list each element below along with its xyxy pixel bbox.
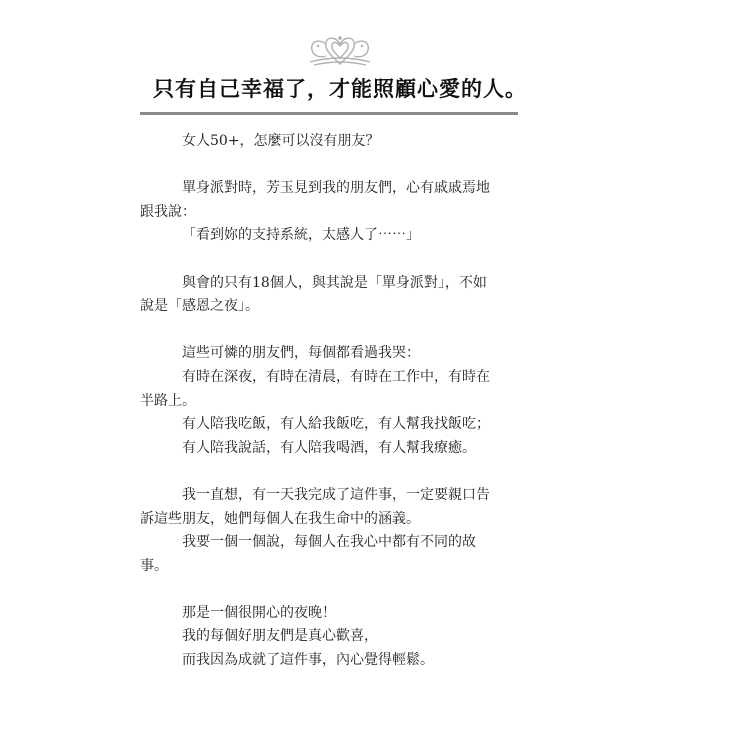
text-line: 與會的只有18個人，與其說是「單身派對」，不如 [182, 274, 487, 291]
text-line: 單身派對時，芳玉見到我的朋友們，心有戚戚焉地 [182, 180, 490, 197]
text-line: 女人50+，怎麼可以沒有朋友？ [182, 133, 380, 149]
text-line: 事。 [140, 557, 168, 574]
text-line: 這些可憐的朋友們，每個都看過我哭： [182, 345, 420, 362]
paragraph-gap [140, 460, 526, 484]
paragraph-gap [140, 578, 526, 602]
text-line: 有人陪我吃飯，有人給我飯吃，有人幫我找飯吃； [182, 416, 490, 433]
page-title: 只有自己幸福了，才能照顧心愛的人。 [153, 77, 527, 101]
paragraph-gap [140, 154, 526, 178]
text-line: 說是「感恩之夜」。 [140, 298, 259, 315]
paragraph-gap [140, 319, 526, 343]
text-line: 「看到妳的支持系統，太感人了⋯⋯」 [182, 227, 420, 244]
text-line: 我的每個好朋友們是真心歡喜， [182, 628, 378, 645]
text-line: 有人陪我說話，有人陪我喝酒，有人幫我療癒。 [182, 439, 476, 456]
text-line: 我要一個一個說，每個人在我心中都有不同的故 [182, 534, 476, 551]
text-line: 訴這些朋友，她們每個人在我生命中的涵義。 [140, 510, 420, 527]
crown-hearts-ornament-icon [304, 34, 376, 68]
text-line: 那是一個很開心的夜晚！ [182, 604, 336, 621]
body-text [140, 130, 526, 673]
text-line: 跟我說： [140, 203, 196, 220]
paragraph-gap [140, 248, 526, 272]
text-line: 而我因為成就了這件事，內心覺得輕鬆。 [182, 652, 434, 669]
text-line: 有時在深夜，有時在清晨，有時在工作中，有時在 [182, 368, 490, 385]
text-line: 我一直想，有一天我完成了這件事，一定要親口告 [182, 486, 490, 503]
title-divider [140, 112, 518, 115]
text-line: 半路上。 [140, 392, 196, 409]
